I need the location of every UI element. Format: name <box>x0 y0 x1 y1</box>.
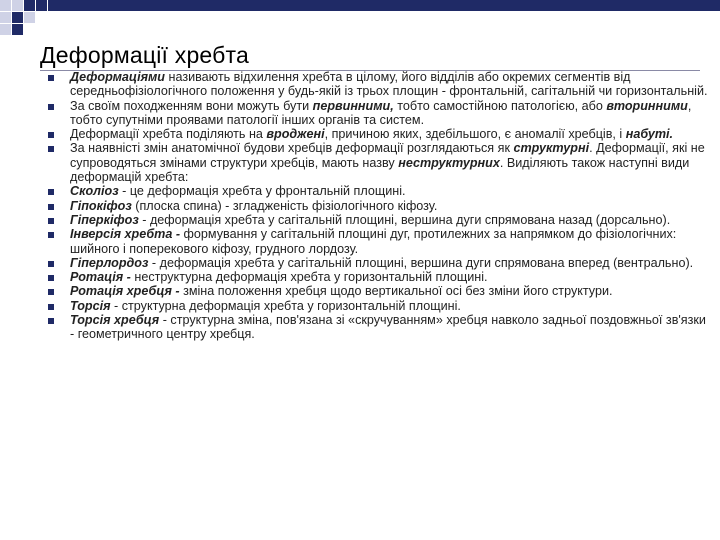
list-item <box>48 127 708 141</box>
square-bullet-icon <box>48 132 54 138</box>
term-text: Торсія <box>70 298 111 313</box>
square-bullet-icon <box>48 275 54 281</box>
slide-title: Деформації хребта <box>40 42 250 68</box>
deco-square-light-3 <box>0 12 11 23</box>
term-text: набуті. <box>625 127 674 142</box>
square-bullet-icon <box>48 304 54 310</box>
header-band <box>48 0 720 11</box>
square-bullet-icon <box>48 232 54 238</box>
square-bullet-icon <box>48 289 54 295</box>
square-bullet-icon <box>48 261 54 267</box>
term-text: Деформаціями <box>70 70 165 84</box>
square-bullet-icon <box>48 146 54 152</box>
bullet-list <box>48 70 708 342</box>
body-text: За своїм походженням вони можуть бути <box>70 98 313 113</box>
body-text: - деформація хребта у сагітальній площині, вершина дуги спрямована назад (дорсально). <box>138 212 671 227</box>
term-text: Ротація хребця - <box>70 284 180 299</box>
list-item <box>48 184 708 198</box>
term-text: вторинними <box>606 98 688 113</box>
square-bullet-icon <box>48 75 54 81</box>
deco-square-dark-4 <box>12 24 23 35</box>
body-text: називають відхилення хребта в цілому, його відділів або окремих сегментів від середньофізіологічного положення у будь-якій із трьох площин - фронтальній, сагітальній чи горизонтальній. <box>70 70 708 99</box>
list-item <box>48 284 708 298</box>
term-text: Гіперкіфоз <box>70 212 139 227</box>
deco-square-light-5 <box>0 24 11 35</box>
list-item <box>48 256 708 270</box>
body-text: тобто самостійною патологією, або <box>393 98 607 113</box>
list-item <box>48 99 708 128</box>
deco-square-dark-3 <box>12 12 23 23</box>
term-text: Торсія хребця <box>70 313 160 328</box>
deco-square-light-1 <box>0 0 11 11</box>
term-text: Ротація - <box>70 270 131 285</box>
list-item <box>48 70 708 99</box>
body-text: формування у сагітальній площині дуг, протилежних за напрямком до фізіологічних: шийного і поперекового кіфозу, грудного лордозу. <box>70 227 677 256</box>
deco-square-light-2 <box>12 0 23 11</box>
deco-square-dark-2 <box>36 0 47 11</box>
list-item <box>48 227 708 256</box>
square-bullet-icon <box>48 189 54 195</box>
body-text: - структурна деформація хребта у горизонтальній площині. <box>110 298 461 313</box>
list-item <box>48 199 708 213</box>
body-text: . Виділяють також наступні види деформацій хребта: <box>70 155 690 185</box>
term-text: структурні <box>513 141 590 156</box>
term-text: Сколіоз <box>70 184 119 199</box>
square-bullet-icon <box>48 318 54 324</box>
term-text: Гіперлордоз <box>70 255 149 270</box>
body-text: - це деформація хребта у фронтальній площині. <box>118 184 406 199</box>
list-item <box>48 213 708 227</box>
term-text: Інверсія хребта - <box>70 227 181 242</box>
term-text: Гіпокіфоз <box>70 198 132 213</box>
term-text: неструктурних <box>398 155 500 170</box>
term-text: первинними, <box>312 98 394 113</box>
body-text: неструктурна деформація хребта у горизонтальній площині. <box>130 270 488 285</box>
body-text: . Деформації, які не супроводяться змінами структури хребців, мають назву <box>70 141 705 170</box>
header-decoration <box>0 0 720 40</box>
body-text: - структурна зміна, пов'язана зі «скручуванням» хребця навколо задньої поздовжньої зв'язки - геометричного центру хребця. <box>70 313 706 342</box>
term-text: вроджені <box>266 127 325 142</box>
body-text: - деформація хребта у сагітальній площині, вершина дуги спрямована вперед (вентрально). <box>148 255 694 270</box>
square-bullet-icon <box>48 104 54 110</box>
square-bullet-icon <box>48 204 54 210</box>
deco-square-dark-1 <box>24 0 35 11</box>
list-item <box>48 141 708 184</box>
square-bullet-icon <box>48 218 54 224</box>
body-text: , причиною яких, здебільшого, є аномалії хребців, і <box>324 127 626 142</box>
body-text: зміна положення хребця щодо вертикальної осі без зміни його структури. <box>179 284 613 299</box>
list-item <box>48 299 708 313</box>
list-item <box>48 313 708 342</box>
deco-square-light-4 <box>24 12 35 23</box>
body-text: , тобто супутніми проявами патології інших органів та систем. <box>70 98 692 127</box>
body-text: (плоска спина) - згладженість фізіологічного кіфозу. <box>131 198 438 213</box>
list-item <box>48 270 708 284</box>
body-text: Деформації хребта поділяють на <box>70 127 267 142</box>
body-text: За наявністі змін анатомічної будови хребців деформації розглядаються як <box>70 141 514 156</box>
